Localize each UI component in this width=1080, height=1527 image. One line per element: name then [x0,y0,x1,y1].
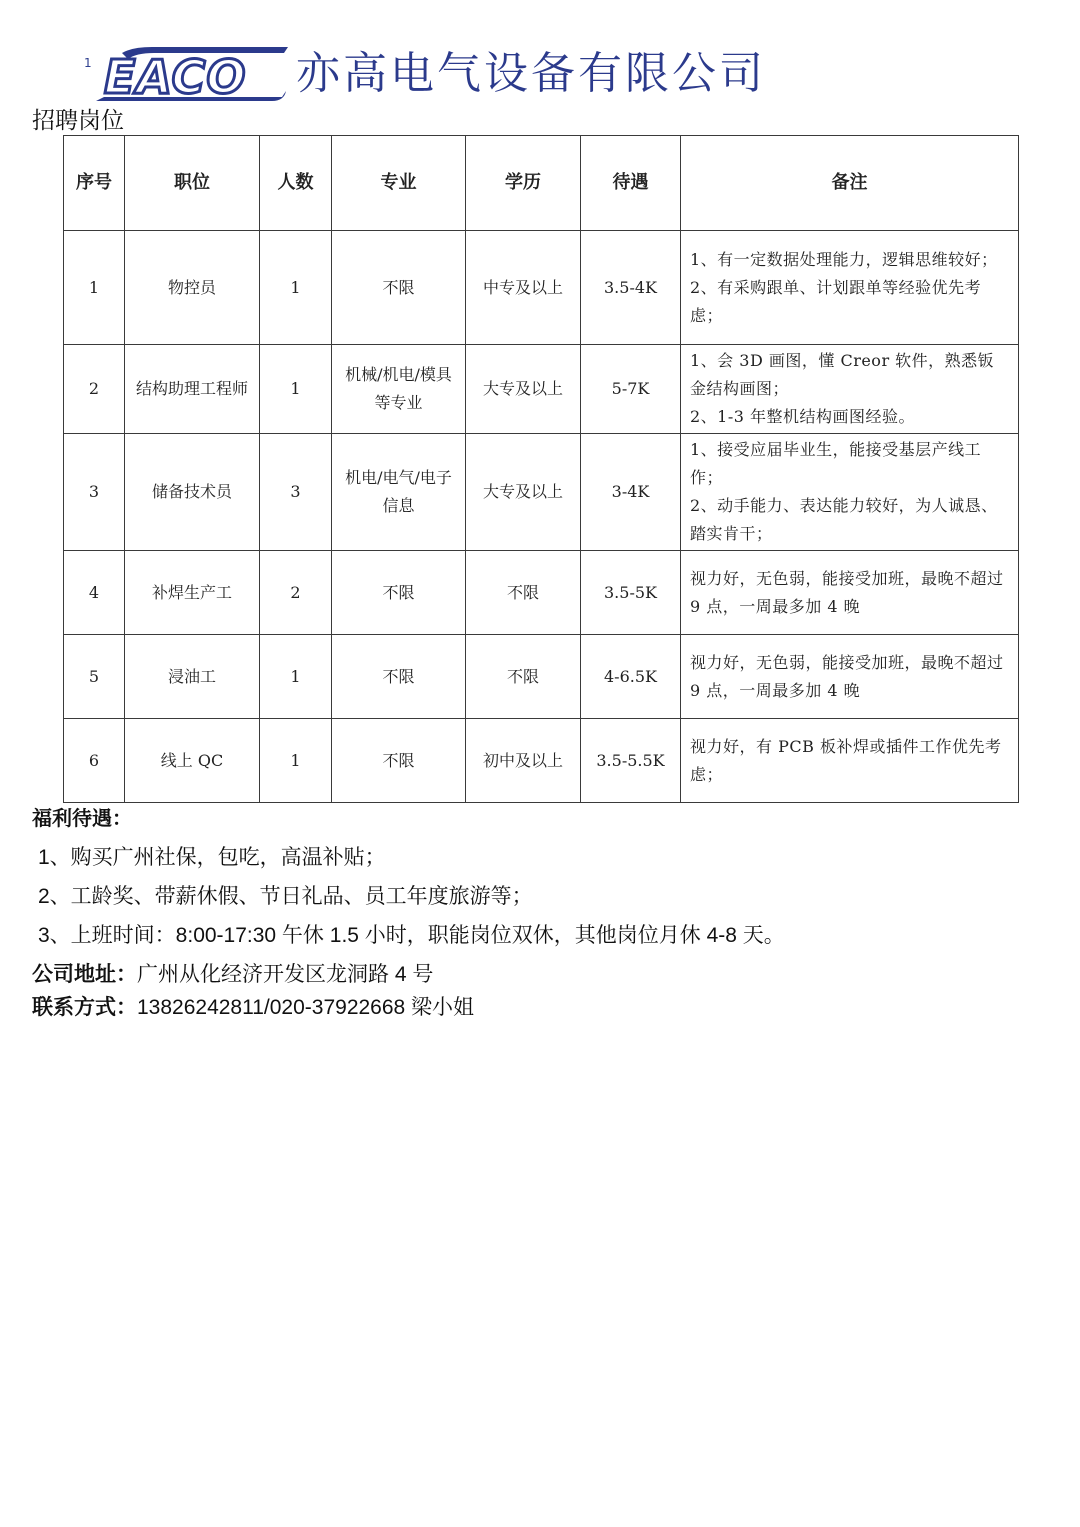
cell-no: 2 [64,345,125,434]
cell-position: 线上 QC [125,719,260,803]
cell-education: 初中及以上 [466,719,581,803]
note-line: 2、1-3 年整机结构画图经验。 [690,407,916,426]
header-position: 职位 [125,136,260,231]
benefit-item: 3、上班时间：8:00-17:30 午休 1.5 小时，职能岗位双休，其他岗位月休 4-8 天。 [38,924,785,947]
header-marker: 1 [84,56,92,70]
note-line: 2、有采购跟单、计划跟单等经验优先考虑； [690,277,982,325]
cell-count: 1 [260,719,332,803]
positions-table [63,135,1019,803]
table-row [64,719,1019,803]
cell-major: 机电/电气/电子信息 [332,434,466,551]
cell-no: 3 [64,434,125,551]
table-row [64,551,1019,635]
cell-salary: 3.5-5K [581,551,681,635]
cell-no: 1 [64,231,125,345]
cell-major: 不限 [332,635,466,719]
cell-position: 物控员 [125,231,260,345]
table-row [64,635,1019,719]
benefits-title: 福利待遇： [32,808,132,830]
contact-line [32,991,474,1021]
positions-title: 招聘岗位 [32,107,124,133]
benefit-item: 2、工龄奖、带薪休假、节日礼品、员工年度旅游等； [38,885,533,908]
phone-value: 13826242811/020-37922668 梁小姐 [137,996,475,1019]
header-major: 专业 [332,136,466,231]
company-name: 亦高电气设备有限公司 [296,48,766,99]
note-line: 2、动手能力、表达能力较好，为人诚恳、踏实肯干； [690,496,998,543]
header-count: 人数 [260,136,332,231]
cell-major: 不限 [332,551,466,635]
cell-major: 不限 [332,231,466,345]
cell-education: 中专及以上 [466,231,581,345]
cell-salary: 3.5-5.5K [581,719,681,803]
cell-count: 3 [260,434,332,551]
cell-education: 大专及以上 [466,434,581,551]
cell-notes [681,551,1019,635]
benefits-list [38,838,785,955]
cell-salary: 3-4K [581,434,681,551]
cell-education: 不限 [466,635,581,719]
cell-position: 结构助理工程师 [125,345,260,434]
note-line: 视力好，无色弱，能接受加班，最晚不超过 9 点，一周最多加 4 晚 [690,568,1004,616]
eaco-logo [92,45,288,103]
note-line: 1、会 3D 画图，懂 Creor 软件，熟悉钣金结构画图； [690,351,995,398]
cell-notes [681,635,1019,719]
table-row [64,345,1019,434]
note-line: 视力好，无色弱，能接受加班，最晚不超过 9 点，一周最多加 4 晚 [690,652,1004,700]
cell-count: 2 [260,551,332,635]
header-education: 学历 [466,136,581,231]
cell-salary: 4-6.5K [581,635,681,719]
header-salary: 待遇 [581,136,681,231]
cell-notes [681,719,1019,803]
cell-count: 1 [260,345,332,434]
cell-position: 补焊生产工 [125,551,260,635]
cell-no: 6 [64,719,125,803]
cell-notes [681,434,1019,551]
cell-salary: 5-7K [581,345,681,434]
cell-no: 4 [64,551,125,635]
company-header [82,44,766,104]
benefit-item: 1、购买广州社保，包吃，高温补贴； [38,846,386,869]
cell-position: 储备技术员 [125,434,260,551]
cell-no: 5 [64,635,125,719]
cell-count: 1 [260,231,332,345]
cell-major: 不限 [332,719,466,803]
address-line [32,958,433,988]
cell-major: 机械/机电/模具等专业 [332,345,466,434]
cell-education: 大专及以上 [466,345,581,434]
table-row [64,434,1019,551]
cell-position: 浸油工 [125,635,260,719]
cell-count: 1 [260,635,332,719]
address-value: 广州从化经济开发区龙洞路 4 号 [137,963,434,986]
address-label: 公司地址： [32,963,137,986]
header-no: 序号 [64,136,125,231]
note-line: 1、有一定数据处理能力，逻辑思维较好； [690,249,998,269]
phone-label: 联系方式： [32,996,137,1019]
cell-education: 不限 [466,551,581,635]
cell-notes [681,345,1019,434]
header-notes: 备注 [681,136,1019,231]
table-row [64,231,1019,345]
table-header-row [64,136,1019,231]
note-line: 1、接受应届毕业生，能接受基层产线工作； [690,440,982,487]
cell-notes [681,231,1019,345]
note-line: 视力好，有 PCB 板补焊或插件工作优先考虑； [690,736,1002,784]
logo-text: EACO [104,50,247,103]
cell-salary: 3.5-4K [581,231,681,345]
